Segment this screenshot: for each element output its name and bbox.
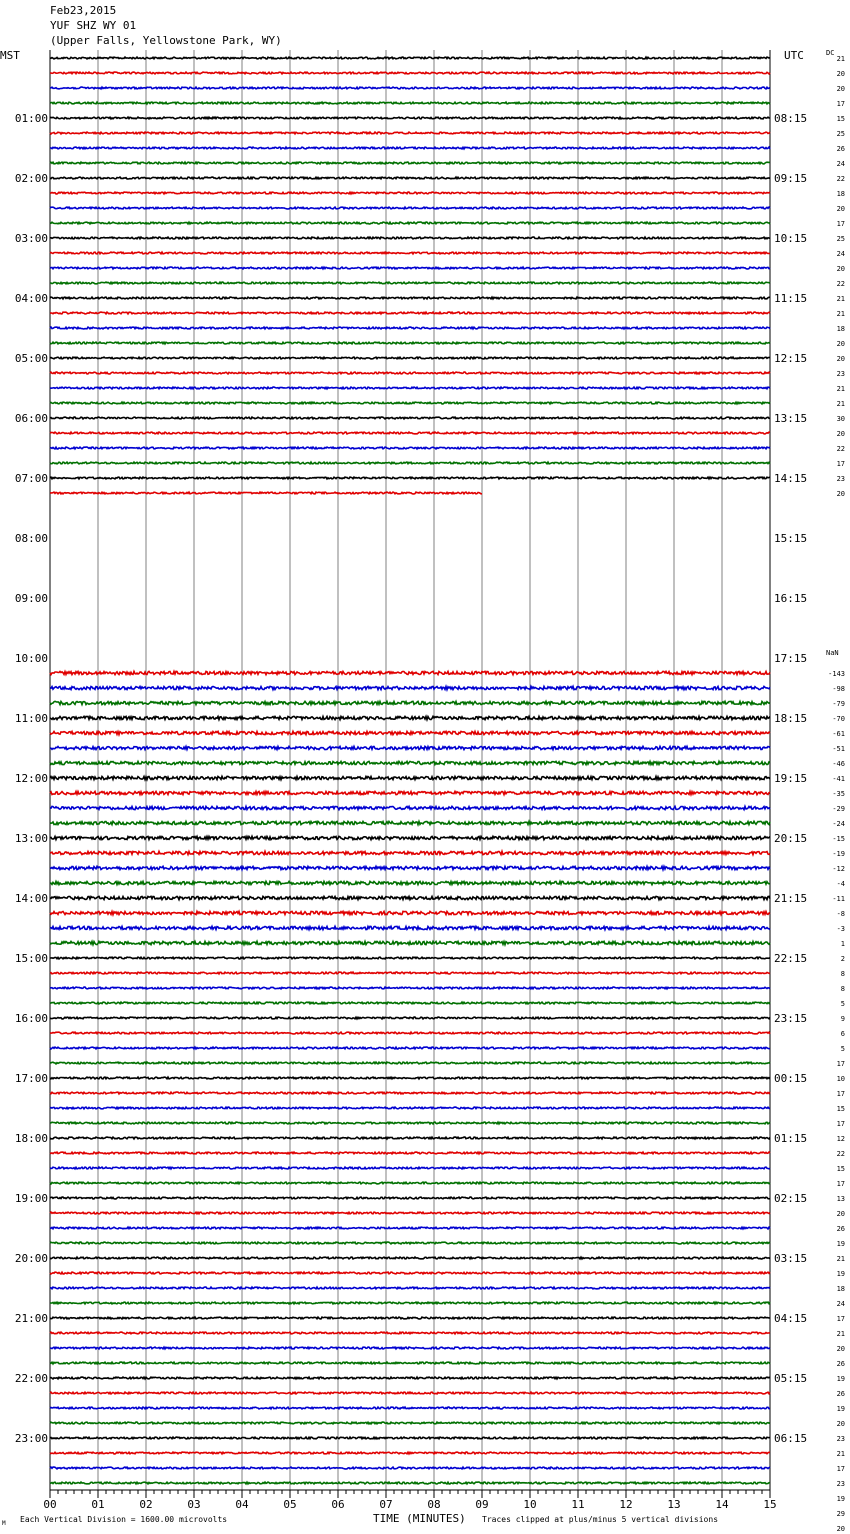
trace-value-label: 15 [836, 115, 845, 123]
mst-hour-label: 22:00 [14, 1372, 48, 1385]
trace-value-label: 19 [836, 1495, 845, 1503]
trace-line [50, 87, 770, 89]
trace-line [50, 267, 770, 269]
x-tick-label: 11 [571, 1498, 585, 1511]
trace-value-label: 20 [836, 1525, 845, 1533]
trace-line [50, 372, 770, 374]
trace-line [50, 911, 770, 914]
trace-value-label: 17 [836, 1090, 845, 1098]
x-tick-label: 04 [235, 1498, 249, 1511]
trace-value-label: 20 [836, 70, 845, 78]
trace-line [50, 252, 770, 254]
trace-value-label: 24 [836, 250, 845, 258]
trace-value-label: -8 [836, 910, 845, 918]
trace-line [50, 147, 770, 149]
trace-line [50, 1077, 770, 1079]
corner-mark: M [2, 1520, 6, 1527]
trace-value-label: 21 [836, 310, 845, 318]
traces-layer [50, 57, 770, 1484]
trace-line [50, 1227, 770, 1229]
trace-value-label: 17 [836, 1315, 845, 1323]
utc-hour-label: 17:15 [774, 652, 808, 665]
utc-hour-label: 20:15 [774, 832, 808, 845]
mst-hour-label: 13:00 [14, 832, 48, 845]
trace-value-label: 5 [840, 1045, 845, 1053]
trace-value-label: -3 [836, 925, 845, 933]
trace-line [50, 1242, 770, 1244]
trace-value-label: 21 [836, 55, 845, 63]
trace-line [50, 1032, 770, 1034]
trace-value-label: 15 [836, 1165, 845, 1173]
trace-value-label: 15 [836, 1105, 845, 1113]
trace-value-label: -61 [832, 730, 845, 738]
utc-hour-label: 13:15 [774, 412, 808, 425]
trace-value-label: 20 [836, 1420, 845, 1428]
trace-line [50, 162, 770, 164]
trace-line [50, 1347, 770, 1349]
trace-line [50, 746, 770, 749]
trace-value-label: 18 [836, 325, 845, 333]
trace-value-label: 23 [836, 475, 845, 483]
x-tick-label: 09 [475, 1498, 489, 1511]
trace-value-label: 17 [836, 1465, 845, 1473]
trace-line [50, 716, 770, 719]
chart-station: YUF SHZ WY 01 [50, 19, 137, 32]
trace-line [50, 671, 770, 674]
trace-value-label: -51 [832, 745, 845, 753]
utc-hour-label: 12:15 [774, 352, 808, 365]
x-tick-label: 02 [139, 1498, 153, 1511]
mst-hour-label: 04:00 [14, 292, 48, 305]
x-tick-label: 13 [667, 1498, 681, 1511]
trace-value-label: 30 [836, 415, 845, 423]
utc-hour-label: 21:15 [774, 892, 808, 905]
x-tick-label: 05 [283, 1498, 297, 1511]
trace-value-label: 19 [836, 1375, 845, 1383]
mst-hour-label: 20:00 [14, 1252, 48, 1265]
trace-line [50, 342, 770, 344]
trace-line [50, 222, 770, 224]
trace-value-label: 20 [836, 85, 845, 93]
x-tick-label: 03 [187, 1498, 201, 1511]
trace-line [50, 1137, 770, 1139]
dc-label: NaN [826, 649, 839, 657]
trace-value-label: 22 [836, 175, 845, 183]
trace-value-label: 5 [840, 1000, 845, 1008]
trace-line [50, 731, 770, 734]
mst-hour-label: 02:00 [14, 172, 48, 185]
x-tick-label: 01 [91, 1498, 105, 1511]
x-tick-label: 14 [715, 1498, 729, 1511]
trace-value-label: 19 [836, 1240, 845, 1248]
trace-value-label: -79 [832, 700, 845, 708]
utc-hour-label: 18:15 [774, 712, 808, 725]
mst-hour-label: 14:00 [14, 892, 48, 905]
trace-value-label: 17 [836, 1120, 845, 1128]
trace-line [50, 1182, 770, 1184]
trace-line [50, 72, 770, 74]
trace-line [50, 1362, 770, 1364]
utc-hour-label: 23:15 [774, 1012, 808, 1025]
trace-value-label: -98 [832, 685, 845, 693]
trace-value-label: 26 [836, 1390, 845, 1398]
x-tick-label: 06 [331, 1498, 345, 1511]
trace-line [50, 1422, 770, 1424]
trace-value-label: 23 [836, 1480, 845, 1488]
trace-value-label: 24 [836, 160, 845, 168]
trace-value-label: 10 [836, 1075, 845, 1083]
trace-line [50, 1437, 770, 1439]
trace-value-label: 21 [836, 295, 845, 303]
right-axis-title: UTC [784, 49, 804, 62]
trace-value-label: -143 [828, 670, 845, 678]
trace-value-label: 25 [836, 235, 845, 243]
trace-line [50, 492, 482, 494]
trace-line [50, 791, 770, 794]
trace-value-label: 19 [836, 1270, 845, 1278]
trace-line [50, 1002, 770, 1004]
trace-value-label: 22 [836, 280, 845, 288]
utc-hour-label: 06:15 [774, 1432, 808, 1445]
utc-hour-label: 19:15 [774, 772, 808, 785]
trace-line [50, 776, 770, 779]
mst-hour-label: 12:00 [14, 772, 48, 785]
trace-value-label: 9 [840, 1015, 845, 1023]
trace-value-label: 1 [840, 940, 845, 948]
trace-value-label: -24 [832, 820, 845, 828]
mst-hour-label: 01:00 [14, 112, 48, 125]
trace-value-label: -29 [832, 805, 845, 813]
trace-value-label: 12 [836, 1135, 845, 1143]
trace-value-label: 20 [836, 490, 845, 498]
trace-value-label: 24 [836, 1300, 845, 1308]
utc-hour-label: 08:15 [774, 112, 808, 125]
trace-value-label: 17 [836, 220, 845, 228]
trace-value-label: 25 [836, 130, 845, 138]
utc-hour-label: 10:15 [774, 232, 808, 245]
trace-line [50, 806, 770, 809]
chart-location: (Upper Falls, Yellowstone Park, WY) [50, 34, 282, 47]
trace-value-label: -11 [832, 895, 845, 903]
trace-value-label: 20 [836, 1345, 845, 1353]
trace-line [50, 447, 770, 449]
trace-line [50, 1332, 770, 1334]
trace-value-label: -35 [832, 790, 845, 798]
mst-hour-label: 09:00 [14, 592, 48, 605]
trace-line [50, 836, 770, 839]
trace-line [50, 1047, 770, 1049]
mst-hour-label: 16:00 [14, 1012, 48, 1025]
trace-line [50, 1392, 770, 1394]
trace-value-label: 17 [836, 460, 845, 468]
mst-hour-label: 23:00 [14, 1432, 48, 1445]
mst-hour-label: 07:00 [14, 472, 48, 485]
trace-line [50, 192, 770, 194]
trace-value-label: 13 [836, 1195, 845, 1203]
trace-line [50, 1092, 770, 1094]
trace-line [50, 896, 770, 899]
trace-line [50, 1287, 770, 1289]
utc-hour-label: 14:15 [774, 472, 808, 485]
trace-line [50, 477, 770, 479]
x-tick-label: 08 [427, 1498, 441, 1511]
trace-value-label: 26 [836, 1225, 845, 1233]
utc-hour-label: 05:15 [774, 1372, 808, 1385]
trace-line [50, 1017, 770, 1019]
trace-value-label: 21 [836, 1330, 845, 1338]
utc-hour-label: 02:15 [774, 1192, 808, 1205]
trace-line [50, 57, 770, 59]
trace-value-label: 21 [836, 1255, 845, 1263]
trace-line [50, 866, 770, 869]
trace-value-label: 22 [836, 1150, 845, 1158]
trace-value-label: 8 [840, 970, 845, 978]
trace-value-label: -41 [832, 775, 845, 783]
trace-value-label: 21 [836, 385, 845, 393]
mst-hour-label: 06:00 [14, 412, 48, 425]
trace-value-label: 17 [836, 1180, 845, 1188]
trace-line [50, 881, 770, 884]
trace-line [50, 1122, 770, 1124]
trace-line [50, 102, 770, 104]
mst-hour-label: 15:00 [14, 952, 48, 965]
trace-line [50, 327, 770, 329]
trace-value-label: 18 [836, 1285, 845, 1293]
trace-line [50, 1452, 770, 1454]
dc-label: DC [826, 49, 835, 57]
trace-value-label: 21 [836, 1450, 845, 1458]
trace-line [50, 1407, 770, 1409]
utc-hour-label: 16:15 [774, 592, 808, 605]
x-tick-label: 07 [379, 1498, 393, 1511]
trace-line [50, 177, 770, 179]
trace-value-label: 8 [840, 985, 845, 993]
x-tick-label: 00 [43, 1498, 57, 1511]
trace-line [50, 701, 770, 704]
trace-line [50, 297, 770, 299]
mst-hour-label: 05:00 [14, 352, 48, 365]
utc-hour-label: 01:15 [774, 1132, 808, 1145]
left-axis-title: MST [0, 49, 20, 62]
trace-value-label: 2 [840, 955, 845, 963]
trace-value-label: -15 [832, 835, 845, 843]
trace-line [50, 432, 770, 434]
trace-line [50, 402, 770, 404]
trace-line [50, 207, 770, 209]
mst-hour-label: 19:00 [14, 1192, 48, 1205]
mst-hour-label: 03:00 [14, 232, 48, 245]
trace-line [50, 1272, 770, 1274]
trace-line [50, 462, 770, 464]
utc-hour-label: 22:15 [774, 952, 808, 965]
trace-value-label: 29 [836, 1510, 845, 1518]
utc-hour-label: 00:15 [774, 1072, 808, 1085]
trace-line [50, 1197, 770, 1199]
trace-line [50, 1482, 770, 1484]
utc-hour-label: 09:15 [774, 172, 808, 185]
x-tick-label: 10 [523, 1498, 537, 1511]
trace-value-label: 26 [836, 1360, 845, 1368]
trace-line [50, 1152, 770, 1154]
trace-value-label: 26 [836, 145, 845, 153]
trace-line [50, 117, 770, 119]
utc-hour-label: 03:15 [774, 1252, 808, 1265]
trace-value-label: 18 [836, 190, 845, 198]
trace-value-label: -19 [832, 850, 845, 858]
clip-note: Traces clipped at plus/minus 5 vertical divisions [482, 1515, 719, 1524]
trace-value-label: 20 [836, 355, 845, 363]
trace-line [50, 387, 770, 389]
trace-value-label: -4 [836, 880, 845, 888]
trace-line [50, 357, 770, 359]
trace-line [50, 1302, 770, 1304]
mst-hour-label: 18:00 [14, 1132, 48, 1145]
trace-value-label: -46 [832, 760, 845, 768]
trace-value-label: 21 [836, 400, 845, 408]
trace-line [50, 1167, 770, 1169]
trace-value-label: 23 [836, 1435, 845, 1443]
trace-line [50, 1212, 770, 1214]
trace-line [50, 1467, 770, 1469]
trace-line [50, 972, 770, 974]
trace-line [50, 282, 770, 284]
trace-line [50, 237, 770, 239]
trace-value-label: 20 [836, 265, 845, 273]
trace-line [50, 1062, 770, 1064]
trace-line [50, 1107, 770, 1109]
trace-line [50, 1257, 770, 1259]
trace-value-label: 20 [836, 1210, 845, 1218]
trace-line [50, 132, 770, 134]
trace-line [50, 1377, 770, 1379]
mst-hour-label: 11:00 [14, 712, 48, 725]
trace-line [50, 987, 770, 989]
utc-hour-label: 11:15 [774, 292, 808, 305]
mst-hour-label: 21:00 [14, 1312, 48, 1325]
mst-hour-label: 10:00 [14, 652, 48, 665]
trace-line [50, 417, 770, 419]
trace-line [50, 957, 770, 959]
trace-line [50, 851, 770, 854]
trace-value-label: -70 [832, 715, 845, 723]
division-note: Each Vertical Division = 1600.00 microvolts [20, 1515, 228, 1524]
trace-line [50, 761, 770, 764]
x-tick-label: 15 [763, 1498, 777, 1511]
trace-line [50, 926, 770, 929]
mst-hour-label: 08:00 [14, 532, 48, 545]
trace-value-label: 23 [836, 370, 845, 378]
trace-value-label: 20 [836, 205, 845, 213]
utc-hour-label: 15:15 [774, 532, 808, 545]
trace-value-label: -12 [832, 865, 845, 873]
trace-line [50, 941, 770, 944]
trace-value-label: 19 [836, 1405, 845, 1413]
trace-value-label: 22 [836, 445, 845, 453]
trace-value-label: 6 [840, 1030, 845, 1038]
trace-line [50, 821, 770, 824]
mst-hour-label: 17:00 [14, 1072, 48, 1085]
trace-value-label: 17 [836, 100, 845, 108]
x-axis-title: TIME (MINUTES) [373, 1512, 466, 1525]
utc-hour-label: 04:15 [774, 1312, 808, 1325]
trace-value-label: 20 [836, 340, 845, 348]
trace-line [50, 1317, 770, 1319]
x-tick-label: 12 [619, 1498, 633, 1511]
trace-line [50, 686, 770, 689]
trace-line [50, 312, 770, 314]
chart-date: Feb23,2015 [50, 4, 117, 17]
trace-value-label: 20 [836, 430, 845, 438]
trace-value-label: 17 [836, 1060, 845, 1068]
